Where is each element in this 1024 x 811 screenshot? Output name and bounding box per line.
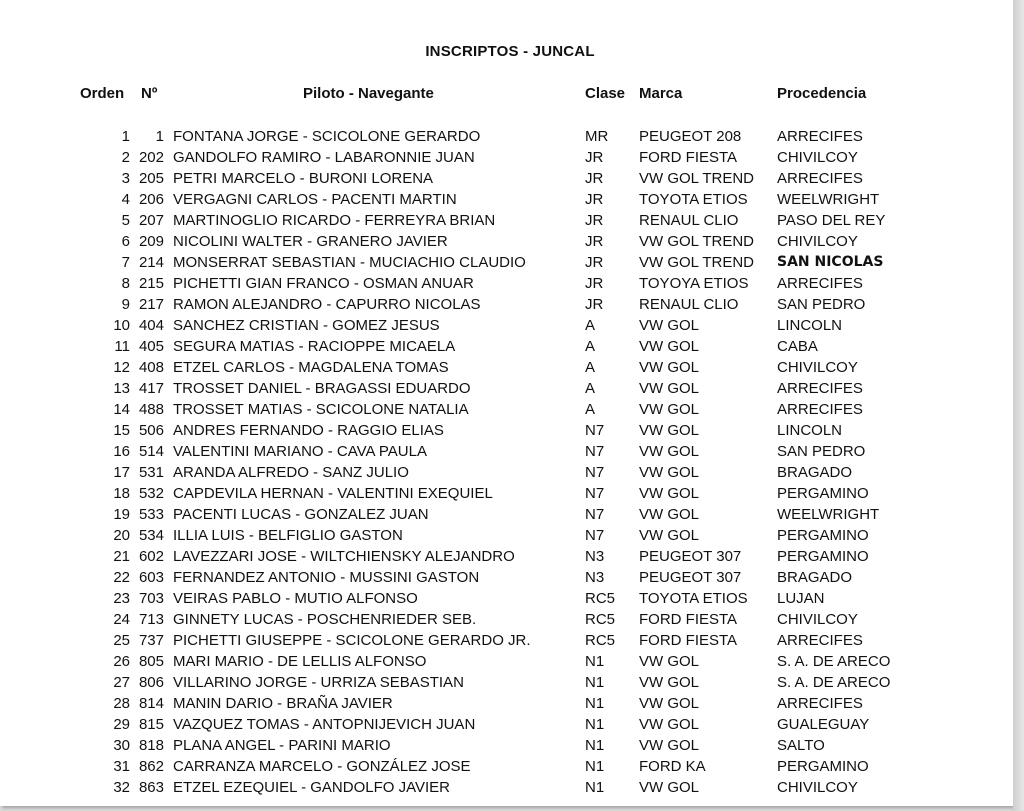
cell-orden: 18 bbox=[113, 485, 130, 502]
cell-clase: N7 bbox=[585, 506, 605, 523]
cell-marca: VW GOL bbox=[639, 443, 700, 460]
cell-orden: 20 bbox=[113, 527, 130, 544]
cell-piloto-navegante: SEGURA MATIAS - RACIOPPE MICAELA bbox=[173, 338, 456, 355]
cell-piloto-navegante: ILLIA LUIS - BELFIGLIO GASTON bbox=[173, 527, 403, 544]
cell-numero: 202 bbox=[138, 149, 164, 166]
cell-procedencia: SAN NICOLAS bbox=[777, 254, 884, 270]
cell-clase: N1 bbox=[585, 674, 605, 691]
cell-clase: N3 bbox=[585, 569, 605, 586]
cell-numero: 862 bbox=[138, 758, 164, 775]
cell-procedencia: LINCOLN bbox=[777, 317, 843, 334]
cell-procedencia: ARRECIFES bbox=[777, 170, 863, 187]
cell-procedencia: S. A. DE ARECO bbox=[777, 674, 891, 691]
cell-piloto-navegante: VERGAGNI CARLOS - PACENTI MARTIN bbox=[173, 191, 457, 208]
cell-procedencia: BRAGADO bbox=[777, 569, 853, 586]
cell-procedencia: CHIVILCOY bbox=[777, 779, 858, 796]
table-row bbox=[0, 567, 1013, 588]
entries-table bbox=[0, 126, 1013, 798]
cell-piloto-navegante: VEIRAS PABLO - MUTIO ALFONSO bbox=[173, 590, 418, 607]
table-row bbox=[0, 735, 1013, 756]
cell-clase: A bbox=[585, 359, 596, 376]
cell-orden: 4 bbox=[121, 191, 130, 208]
table-row bbox=[0, 189, 1013, 210]
cell-numero: 806 bbox=[138, 674, 164, 691]
table-row bbox=[0, 357, 1013, 378]
cell-piloto-navegante: CAPDEVILA HERNAN - VALENTINI EXEQUIEL bbox=[173, 485, 493, 502]
cell-clase: N1 bbox=[585, 716, 605, 733]
cell-marca: VW GOL bbox=[639, 779, 700, 796]
cell-clase: JR bbox=[585, 254, 604, 271]
table-row bbox=[0, 504, 1013, 525]
cell-numero: 417 bbox=[138, 380, 164, 397]
cell-numero: 514 bbox=[138, 443, 164, 460]
cell-procedencia: PASO DEL REY bbox=[777, 212, 886, 229]
cell-marca: PEUGEOT 307 bbox=[639, 569, 742, 586]
cell-clase: RC5 bbox=[585, 590, 616, 607]
cell-numero: 533 bbox=[138, 506, 164, 523]
cell-procedencia: ARRECIFES bbox=[777, 632, 863, 649]
cell-clase: N7 bbox=[585, 527, 605, 544]
cell-clase: JR bbox=[585, 170, 604, 187]
cell-clase: JR bbox=[585, 275, 604, 292]
cell-piloto-navegante: TROSSET DANIEL - BRAGASSI EDUARDO bbox=[173, 380, 471, 397]
cell-orden: 14 bbox=[113, 401, 130, 418]
cell-orden: 10 bbox=[113, 317, 130, 334]
cell-marca: TOYOTA ETIOS bbox=[639, 191, 748, 208]
header-piloto-navegante: Piloto - Navegante bbox=[303, 85, 434, 102]
cell-numero: 214 bbox=[138, 254, 164, 271]
cell-orden: 16 bbox=[113, 443, 130, 460]
cell-numero: 215 bbox=[138, 275, 164, 292]
cell-procedencia: WEELWRIGHT bbox=[777, 191, 880, 208]
cell-piloto-navegante: PICHETTI GIUSEPPE - SCICOLONE GERARDO JR. bbox=[173, 632, 531, 649]
table-row bbox=[0, 483, 1013, 504]
cell-piloto-navegante: GINNETY LUCAS - POSCHENRIEDER SEB. bbox=[173, 611, 477, 628]
cell-marca: VW GOL bbox=[639, 317, 700, 334]
cell-piloto-navegante: SANCHEZ CRISTIAN - GOMEZ JESUS bbox=[173, 317, 440, 334]
table-row bbox=[0, 777, 1013, 798]
cell-marca: VW GOL bbox=[639, 653, 700, 670]
cell-orden: 3 bbox=[121, 170, 130, 187]
cell-piloto-navegante: PACENTI LUCAS - GONZALEZ JUAN bbox=[173, 506, 429, 523]
table-row bbox=[0, 231, 1013, 252]
cell-orden: 26 bbox=[113, 653, 130, 670]
cell-clase: N1 bbox=[585, 758, 605, 775]
table-row bbox=[0, 441, 1013, 462]
cell-procedencia: CHIVILCOY bbox=[777, 149, 858, 166]
cell-clase: N1 bbox=[585, 737, 605, 754]
cell-procedencia: ARRECIFES bbox=[777, 380, 863, 397]
cell-procedencia: GUALEGUAY bbox=[777, 716, 870, 733]
table-row bbox=[0, 210, 1013, 231]
cell-procedencia: PERGAMINO bbox=[777, 548, 869, 565]
cell-numero: 713 bbox=[138, 611, 164, 628]
table-row bbox=[0, 273, 1013, 294]
cell-clase: N7 bbox=[585, 464, 605, 481]
cell-marca: PEUGEOT 208 bbox=[639, 128, 742, 145]
cell-numero: 815 bbox=[138, 716, 164, 733]
cell-clase: A bbox=[585, 380, 596, 397]
cell-piloto-navegante: PLANA ANGEL - PARINI MARIO bbox=[173, 737, 391, 754]
cell-piloto-navegante: ETZEL EZEQUIEL - GANDOLFO JAVIER bbox=[173, 779, 450, 796]
table-row bbox=[0, 546, 1013, 567]
cell-marca: VW GOL bbox=[639, 674, 700, 691]
table-row bbox=[0, 609, 1013, 630]
table-row bbox=[0, 693, 1013, 714]
cell-numero: 209 bbox=[138, 233, 164, 250]
cell-numero: 805 bbox=[138, 653, 164, 670]
table-row bbox=[0, 462, 1013, 483]
cell-procedencia: LINCOLN bbox=[777, 422, 843, 439]
cell-clase: JR bbox=[585, 233, 604, 250]
cell-procedencia: CHIVILCOY bbox=[777, 611, 858, 628]
cell-piloto-navegante: MARI MARIO - DE LELLIS ALFONSO bbox=[173, 653, 427, 670]
cell-piloto-navegante: ETZEL CARLOS - MAGDALENA TOMAS bbox=[173, 359, 449, 376]
cell-procedencia: PERGAMINO bbox=[777, 758, 869, 775]
cell-numero: 408 bbox=[138, 359, 164, 376]
cell-piloto-navegante: PETRI MARCELO - BURONI LORENA bbox=[173, 170, 434, 187]
cell-orden: 29 bbox=[113, 716, 130, 733]
cell-piloto-navegante: ARANDA ALFREDO - SANZ JULIO bbox=[173, 464, 409, 481]
cell-numero: 532 bbox=[138, 485, 164, 502]
header-clase: Clase bbox=[585, 85, 626, 102]
cell-procedencia: CABA bbox=[777, 338, 818, 355]
cell-clase: JR bbox=[585, 191, 604, 208]
cell-orden: 19 bbox=[113, 506, 130, 523]
cell-marca: VW GOL bbox=[639, 716, 700, 733]
cell-procedencia: BRAGADO bbox=[777, 464, 853, 481]
cell-orden: 32 bbox=[113, 779, 130, 796]
cell-numero: 818 bbox=[138, 737, 164, 754]
cell-procedencia: ARRECIFES bbox=[777, 401, 863, 418]
cell-orden: 23 bbox=[113, 590, 130, 607]
cell-procedencia: SAN PEDRO bbox=[777, 296, 866, 313]
cell-orden: 25 bbox=[113, 632, 130, 649]
cell-marca: VW GOL bbox=[639, 380, 700, 397]
cell-marca: VW GOL bbox=[639, 506, 700, 523]
cell-clase: RC5 bbox=[585, 611, 616, 628]
cell-piloto-navegante: VILLARINO JORGE - URRIZA SEBASTIAN bbox=[173, 674, 464, 691]
cell-marca: VW GOL bbox=[639, 485, 700, 502]
cell-marca: FORD FIESTA bbox=[639, 149, 738, 166]
cell-procedencia: SAN PEDRO bbox=[777, 443, 866, 460]
cell-numero: 534 bbox=[138, 527, 164, 544]
header-marca: Marca bbox=[639, 85, 683, 102]
cell-orden: 2 bbox=[121, 149, 130, 166]
table-row bbox=[0, 714, 1013, 735]
cell-orden: 17 bbox=[113, 464, 130, 481]
header-orden: Orden bbox=[80, 85, 125, 102]
cell-numero: 603 bbox=[138, 569, 164, 586]
cell-piloto-navegante: VALENTINI MARIANO - CAVA PAULA bbox=[173, 443, 427, 460]
cell-procedencia: ARRECIFES bbox=[777, 275, 863, 292]
cell-procedencia: WEELWRIGHT bbox=[777, 506, 880, 523]
cell-marca: VW GOL TREND bbox=[639, 233, 755, 250]
cell-numero: 506 bbox=[138, 422, 164, 439]
cell-marca: VW GOL bbox=[639, 359, 700, 376]
cell-numero: 207 bbox=[138, 212, 164, 229]
table-row bbox=[0, 672, 1013, 693]
cell-clase: N7 bbox=[585, 422, 605, 439]
cell-procedencia: CHIVILCOY bbox=[777, 359, 858, 376]
cell-marca: FORD FIESTA bbox=[639, 632, 738, 649]
cell-clase: JR bbox=[585, 296, 604, 313]
document-title: INSCRIPTOS - JUNCAL bbox=[425, 43, 595, 60]
cell-piloto-navegante: VAZQUEZ TOMAS - ANTOPNIJEVICH JUAN bbox=[173, 716, 476, 733]
cell-clase: A bbox=[585, 401, 596, 418]
cell-piloto-navegante: MARTINOGLIO RICARDO - FERREYRA BRIAN bbox=[173, 212, 496, 229]
cell-piloto-navegante: ANDRES FERNANDO - RAGGIO ELIAS bbox=[173, 422, 444, 439]
cell-marca: RENAUL CLIO bbox=[639, 212, 739, 229]
cell-procedencia: SALTO bbox=[777, 737, 825, 754]
cell-numero: 405 bbox=[138, 338, 164, 355]
cell-piloto-navegante: MONSERRAT SEBASTIAN - MUCIACHIO CLAUDIO bbox=[173, 254, 526, 271]
cell-orden: 21 bbox=[113, 548, 130, 565]
cell-piloto-navegante: FERNANDEZ ANTONIO - MUSSINI GASTON bbox=[173, 569, 480, 586]
cell-marca: TOYOYA ETIOS bbox=[639, 275, 749, 292]
table-row bbox=[0, 756, 1013, 777]
cell-piloto-navegante: LAVEZZARI JOSE - WILTCHIENSKY ALEJANDRO bbox=[173, 548, 515, 565]
cell-procedencia: ARRECIFES bbox=[777, 695, 863, 712]
cell-piloto-navegante: FONTANA JORGE - SCICOLONE GERARDO bbox=[173, 128, 481, 145]
table-row bbox=[0, 378, 1013, 399]
cell-procedencia: LUJAN bbox=[777, 590, 825, 607]
cell-marca: FORD FIESTA bbox=[639, 611, 738, 628]
page-edge bbox=[1013, 0, 1024, 811]
cell-procedencia: CHIVILCOY bbox=[777, 233, 858, 250]
cell-marca: FORD KA bbox=[639, 758, 706, 775]
cell-clase: A bbox=[585, 317, 596, 334]
cell-clase: MR bbox=[585, 128, 609, 145]
table-row bbox=[0, 630, 1013, 651]
cell-orden: 15 bbox=[113, 422, 130, 439]
table-row bbox=[0, 336, 1013, 357]
cell-clase: N7 bbox=[585, 485, 605, 502]
cell-orden: 12 bbox=[113, 359, 130, 376]
cell-clase: JR bbox=[585, 212, 604, 229]
cell-procedencia: ARRECIFES bbox=[777, 128, 863, 145]
cell-procedencia: PERGAMINO bbox=[777, 485, 869, 502]
cell-procedencia: PERGAMINO bbox=[777, 527, 869, 544]
table-row bbox=[0, 168, 1013, 189]
cell-marca: VW GOL bbox=[639, 695, 700, 712]
cell-clase: A bbox=[585, 338, 596, 355]
cell-numero: 205 bbox=[138, 170, 164, 187]
cell-clase: N3 bbox=[585, 548, 605, 565]
cell-numero: 863 bbox=[138, 779, 164, 796]
cell-orden: 9 bbox=[121, 296, 130, 313]
cell-marca: VW GOL bbox=[639, 422, 700, 439]
cell-piloto-navegante: PICHETTI GIAN FRANCO - OSMAN ANUAR bbox=[173, 275, 474, 292]
cell-piloto-navegante: CARRANZA MARCELO - GONZÁLEZ JOSE bbox=[173, 758, 471, 775]
cell-numero: 602 bbox=[138, 548, 164, 565]
cell-orden: 22 bbox=[113, 569, 130, 586]
header-numero: Nº bbox=[141, 85, 158, 102]
table-row bbox=[0, 525, 1013, 546]
cell-marca: VW GOL bbox=[639, 464, 700, 481]
cell-orden: 27 bbox=[113, 674, 130, 691]
cell-clase: RC5 bbox=[585, 632, 616, 649]
table-row bbox=[0, 651, 1013, 672]
cell-marca: VW GOL bbox=[639, 401, 700, 418]
table-row bbox=[0, 588, 1013, 609]
cell-numero: 737 bbox=[138, 632, 164, 649]
cell-clase: N1 bbox=[585, 695, 605, 712]
cell-marca: VW GOL bbox=[639, 527, 700, 544]
table-row bbox=[0, 147, 1013, 168]
cell-numero: 206 bbox=[138, 191, 164, 208]
cell-piloto-navegante: TROSSET MATIAS - SCICOLONE NATALIA bbox=[173, 401, 469, 418]
cell-numero: 217 bbox=[138, 296, 164, 313]
cell-clase: N1 bbox=[585, 779, 605, 796]
cell-marca: VW GOL bbox=[639, 338, 700, 355]
cell-piloto-navegante: NICOLINI WALTER - GRANERO JAVIER bbox=[173, 233, 448, 250]
cell-numero: 814 bbox=[138, 695, 164, 712]
cell-clase: N7 bbox=[585, 443, 605, 460]
cell-orden: 6 bbox=[121, 233, 130, 250]
table-row bbox=[0, 126, 1013, 147]
cell-numero: 488 bbox=[138, 401, 164, 418]
cell-marca: PEUGEOT 307 bbox=[639, 548, 742, 565]
cell-clase: JR bbox=[585, 149, 604, 166]
table-row bbox=[0, 252, 1013, 273]
table-row bbox=[0, 294, 1013, 315]
cell-marca: TOYOTA ETIOS bbox=[639, 590, 748, 607]
cell-marca: VW GOL bbox=[639, 737, 700, 754]
cell-orden: 24 bbox=[113, 611, 130, 628]
cell-orden: 7 bbox=[121, 254, 130, 271]
cell-marca: VW GOL TREND bbox=[639, 170, 755, 187]
cell-procedencia: S. A. DE ARECO bbox=[777, 653, 891, 670]
cell-marca: RENAUL CLIO bbox=[639, 296, 739, 313]
cell-numero: 703 bbox=[138, 590, 164, 607]
cell-orden: 28 bbox=[113, 695, 130, 712]
cell-piloto-navegante: MANIN DARIO - BRAÑA JAVIER bbox=[173, 695, 393, 712]
header-procedencia: Procedencia bbox=[777, 85, 867, 102]
cell-orden: 30 bbox=[113, 737, 130, 754]
cell-orden: 1 bbox=[121, 128, 130, 145]
cell-numero: 531 bbox=[138, 464, 164, 481]
cell-piloto-navegante: GANDOLFO RAMIRO - LABARONNIE JUAN bbox=[173, 149, 475, 166]
cell-orden: 8 bbox=[121, 275, 130, 292]
cell-orden: 5 bbox=[121, 212, 130, 229]
table-row bbox=[0, 420, 1013, 441]
cell-orden: 31 bbox=[113, 758, 130, 775]
table-row bbox=[0, 399, 1013, 420]
cell-marca: VW GOL TREND bbox=[639, 254, 755, 271]
table-row bbox=[0, 315, 1013, 336]
cell-numero: 404 bbox=[138, 317, 164, 334]
cell-clase: N1 bbox=[585, 653, 605, 670]
cell-orden: 11 bbox=[114, 338, 130, 355]
cell-piloto-navegante: RAMON ALEJANDRO - CAPURRO NICOLAS bbox=[173, 296, 481, 313]
cell-orden: 13 bbox=[113, 380, 130, 397]
cell-numero: 1 bbox=[155, 128, 164, 145]
